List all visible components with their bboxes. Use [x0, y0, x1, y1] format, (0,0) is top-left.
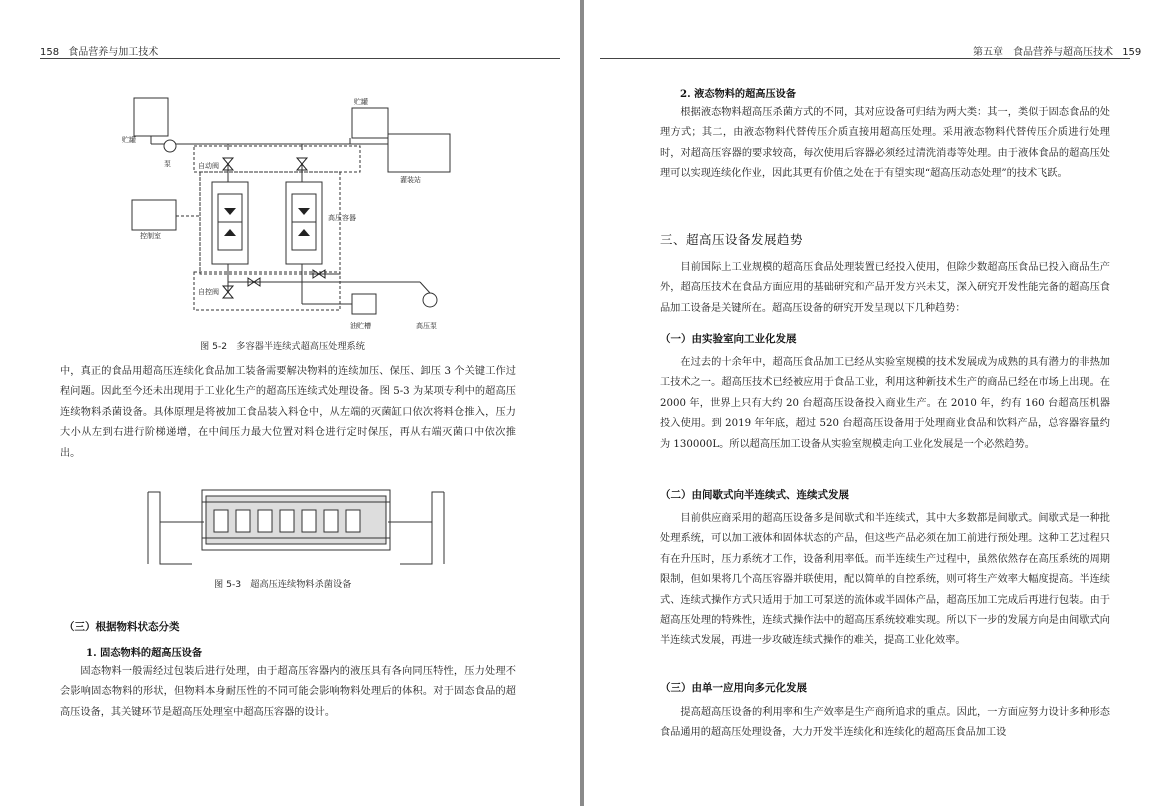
- figure-5-2-diagram: [120, 88, 460, 336]
- control-room-box: [132, 200, 176, 230]
- figure-5-3-diagram: [146, 478, 446, 570]
- right-para-5: [660, 703, 1110, 744]
- material-bin: [214, 510, 228, 532]
- label-auto-valve-bottom: 自控阀: [198, 288, 219, 296]
- label-control-room: 控制室: [140, 232, 161, 240]
- left-item-1-title: 1. 固态物料的超高压设备: [86, 647, 203, 659]
- right-para-2: [660, 258, 1110, 319]
- left-book-title: 食品营养与加工技术: [68, 47, 159, 58]
- material-bin: [236, 510, 250, 532]
- left-page: [0, 0, 580, 806]
- material-bin: [258, 510, 272, 532]
- right-sub-2-title: （二）由间歇式向半连续式、连续式发展: [660, 489, 849, 501]
- left-header-rule: [40, 58, 560, 59]
- label-oil-tank: 油贮槽: [350, 322, 371, 330]
- label-filling-station: 灌装站: [400, 176, 421, 184]
- right-paragraph-2: 目前国际上工业规模的超高压食品处理装置已经投入使用，但除少数超高压食品已投入商品生产外，超高压技术在食品方面应用的基础研究和产品开发方兴未艾，深入研究开发性能完备的超高压食品加工设备是关键所在。超高压设备的研究开发呈现以下几种趋势：: [660, 262, 1110, 314]
- left-para-2: [60, 662, 516, 723]
- right-page: [584, 0, 1169, 806]
- right-para-3: [660, 353, 1110, 455]
- left-section-3-title: （三）根据物料状态分类: [64, 621, 180, 633]
- left-paragraph-2: 固态物料一般需经过包装后进行处理，由于超高压容器内的液压具有各向同压特性，压力处理不会影响固态物料的形状，但物料本身耐压性的不同可能会影响物料处理后的体积。对于固态食品的超高压设备，其关键环节是超高压处理室中超高压容器的设计。: [60, 666, 516, 718]
- right-page-number: 159: [1122, 47, 1142, 58]
- right-para-1: [660, 103, 1110, 185]
- figure-5-2-caption: 图 5-2 多容器半连续式超高压处理系统: [200, 341, 365, 352]
- figure-5-3-caption: 图 5-3 超高压连续物料杀菌设备: [214, 579, 352, 590]
- storage-tank-top-box: [352, 108, 388, 138]
- right-chapter-title: 第五章 食品营养与超高压技术: [973, 47, 1113, 58]
- right-paragraph-4: 目前供应商采用的超高压设备多是间歇式和半连续式，其中大多数都是间歇式。间歇式是一种批处理系统，可以加工液体和固体状态的产品，但这些产品必须在加工前进行预处理。这种工艺过程只有在升压时，压力系统才工作，设备利用率低。而半连续生产过程中，虽然依然存在高压系统的周期限制，但如果将几个高压容器并联使用，配以简单的自控系统，则可将生产效率大幅度提高。半连续式、连续式操作方式只适用于加工可泵送的流体或半固体产品，超高压加工完成后再进行包装。由于超高压处理的特殊性，连续式操作法中的超高压系统较难实现。所以下一步的发展方向是由间歇式向半连续式发展，再进一步攻破连续式操作的难关，提高工业化效率。: [660, 513, 1110, 647]
- left-paragraph-1: 中，真正的食品用超高压连续化食品加工装备需要解决物料的连续加压、保压、卸压 3 个关键工作过程问题。因此至今还未出现用于工业化生产的超高压连续式处理设备。图 5-3 为某项专利中的超高压连续物料杀菌设备。具体原理是将被加工食品装入料仓中，从左端的灭菌缸口依次将料仓推入，压力大小从左到右进行阶梯递增，在中间压力最大位置对料仓进行定时保压，再从右端灭菌口中依次推出。: [60, 366, 516, 459]
- right-section-title: 三、超高压设备发展趋势: [660, 232, 804, 247]
- right-header-rule: [600, 58, 1130, 59]
- material-bin: [324, 510, 338, 532]
- label-storage-tank-left: 贮罐: [122, 136, 136, 144]
- right-paragraph-3: 在过去的十余年中，超高压食品加工已经从实验室规模的技术发展成为成熟的具有潜力的非热加工技术之一。超高压技术已经被应用于食品工业，利用这种新技术生产的商品已经在市场上出现。在 2000 年，世界上只有大约 20 台超高压设备投入商业生产。在 2010 年，约有 160 台超高压机器投入使用。到 2019 年年底，超过 520 台超高压设备用于处理商业食品和饮料产品，总容器容量约为 130000L。所以超高压加工设备从实验室规模走向工业化发展是一个必然趋势。: [660, 357, 1110, 450]
- hp-pump-symbol: [423, 293, 437, 307]
- label-hp-vessel: 高压容器: [328, 214, 356, 222]
- left-para-1: [60, 362, 516, 464]
- right-paragraph-1: 根据液态物料超高压杀菌方式的不同，其对应设备可归结为两大类：其一，类似于固态食品的处理方式；其二，由液态物料代替传压介质直接用超高压处理。采用液态物料代替传压介质进行处理时，对超高压容器的要求较高，每次使用后容器必须经过清洗消毒等处理。由于液体食品的超高压处理可以实现连续化作业，因此其更有价值之处在于有望实现“超高压动态处理”的技术飞跃。: [660, 107, 1110, 180]
- right-paragraph-5: 提高超高压设备的利用率和生产效率是生产商所追求的重点。因此，一方面应努力设计多种形态食品通用的超高压处理设备，大力开发半连续化和连续化的超高压食品加工设: [660, 707, 1110, 739]
- right-sub-1-title: （一）由实验室向工业化发展: [660, 333, 797, 345]
- left-page-number: 158: [40, 47, 60, 58]
- storage-tank-left-box: [134, 98, 168, 136]
- label-auto-valve-top: 自动阀: [198, 162, 219, 170]
- label-storage-tank-top: 贮罐: [354, 98, 368, 106]
- material-bin: [346, 510, 360, 532]
- label-hp-pump: 高压泵: [416, 322, 437, 330]
- filling-station-box: [388, 134, 450, 172]
- right-sub-3-title: （三）由单一应用向多元化发展: [660, 682, 807, 694]
- left-page-header: [40, 43, 158, 58]
- right-item-2-title: 2. 液态物料的超高压设备: [680, 88, 797, 100]
- oil-tank-box: [352, 294, 376, 314]
- label-pump: 泵: [164, 160, 171, 168]
- pump-symbol: [164, 140, 176, 152]
- right-page-header: [973, 43, 1141, 58]
- material-bin: [280, 510, 294, 532]
- right-para-4: [660, 509, 1110, 652]
- material-bin: [302, 510, 316, 532]
